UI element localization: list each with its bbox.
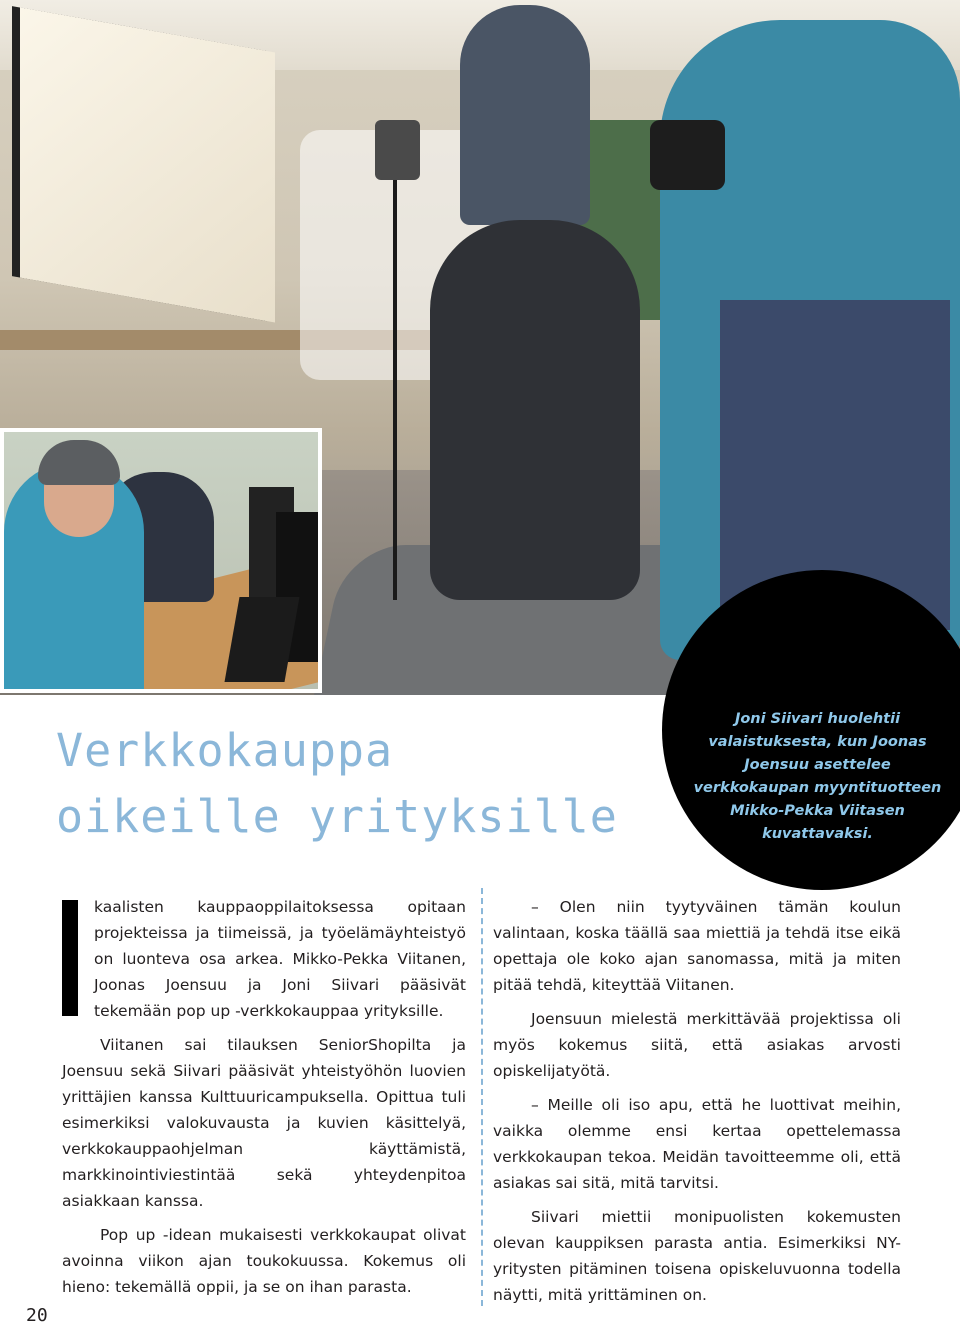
headline-line-2: oikeille yrityksille [56, 790, 618, 843]
studio-lamp [375, 120, 420, 180]
article-right-column [493, 894, 901, 1316]
softbox-light [20, 8, 275, 323]
paragraph: Joensuun mielestä merkittävää projektissa oli myös kokemus siitä, että asiakas arvosti opiskelijatyötä. [493, 1010, 901, 1080]
paragraph: Viitanen sai tilauksen SeniorShopilta ja Joensuu sekä Siivari pääsivät yhteistyöhön luovien yrittäjien kanssa Kulttuuricampuksella. Opittua tuli esimerkiksi valokuvausta ja kuvien käsittelyä, verkkokauppaohjelman käyttämistä, markkinointiviestintää sekä yhteydenpitoa asiakkaan kanssa. [62, 1036, 466, 1210]
inset-photo-computer-lab [0, 428, 322, 693]
paragraph: Pop up -idean mukaisesti verkkokaupat olivat avoinna viikon ajan toukokuussa. Kokemus oli hieno: tekemällä oppii, ja se on ihan parasta. [62, 1226, 466, 1296]
photo-caption: Joni Siivari huolehtii valaistuksesta, kun Joonas Joensuu asettelee verkkokaupan myyntituotteen Mikko-Pekka Viitasen kuvattavaksi. [693, 711, 942, 842]
paragraph: kaalisten kauppaoppilaitoksessa opitaan projekteissa ja tiimeissä, ja työelämäyhteistyö on luonteva osa arkea. Mikko-Pekka Viitanen, Joonas Joensuu ja Joni Siivari pääsivät tekemään pop up -verkkokauppaa yrityksille. [94, 898, 466, 1020]
camera-icon [650, 120, 725, 190]
person-holding-lamp [460, 5, 590, 225]
page-number: 20 [26, 1305, 48, 1326]
drop-cap-i [62, 900, 78, 1016]
lamp-stand [393, 180, 397, 600]
headline-line-1: Verkkokauppa [56, 724, 394, 777]
paragraph: Siivari miettii monipuolisten kokemusten olevan kauppiksen parasta antia. Esimerkiksi NY-yritysten pitäminen toisena opiskeluvuonna todella näytti, mitä yrittäminen on. [493, 1208, 901, 1304]
paragraph: – Meille oli iso apu, että he luottivat meihin, vaikka olemme ensi kertaa opettelemassa verkkokaupan tekoa. Meidän tavoitteemme oli, että asiakas sai sitä, mitä tarvitsi. [493, 1096, 901, 1192]
article-left-column [62, 894, 466, 1308]
beanie-hat [38, 440, 120, 485]
column-divider [481, 888, 483, 1306]
paragraph: – Olen niin tyytyväinen tämän koulun valintaan, koska täällä saa miettiä ja tehdä itse eikä opettaja ole koko ajan sanomassa, mitä ja miten pitää tehdä, kiteyttää Viitanen. [493, 898, 901, 994]
person-crouching [430, 220, 640, 600]
article-headline [56, 718, 618, 850]
